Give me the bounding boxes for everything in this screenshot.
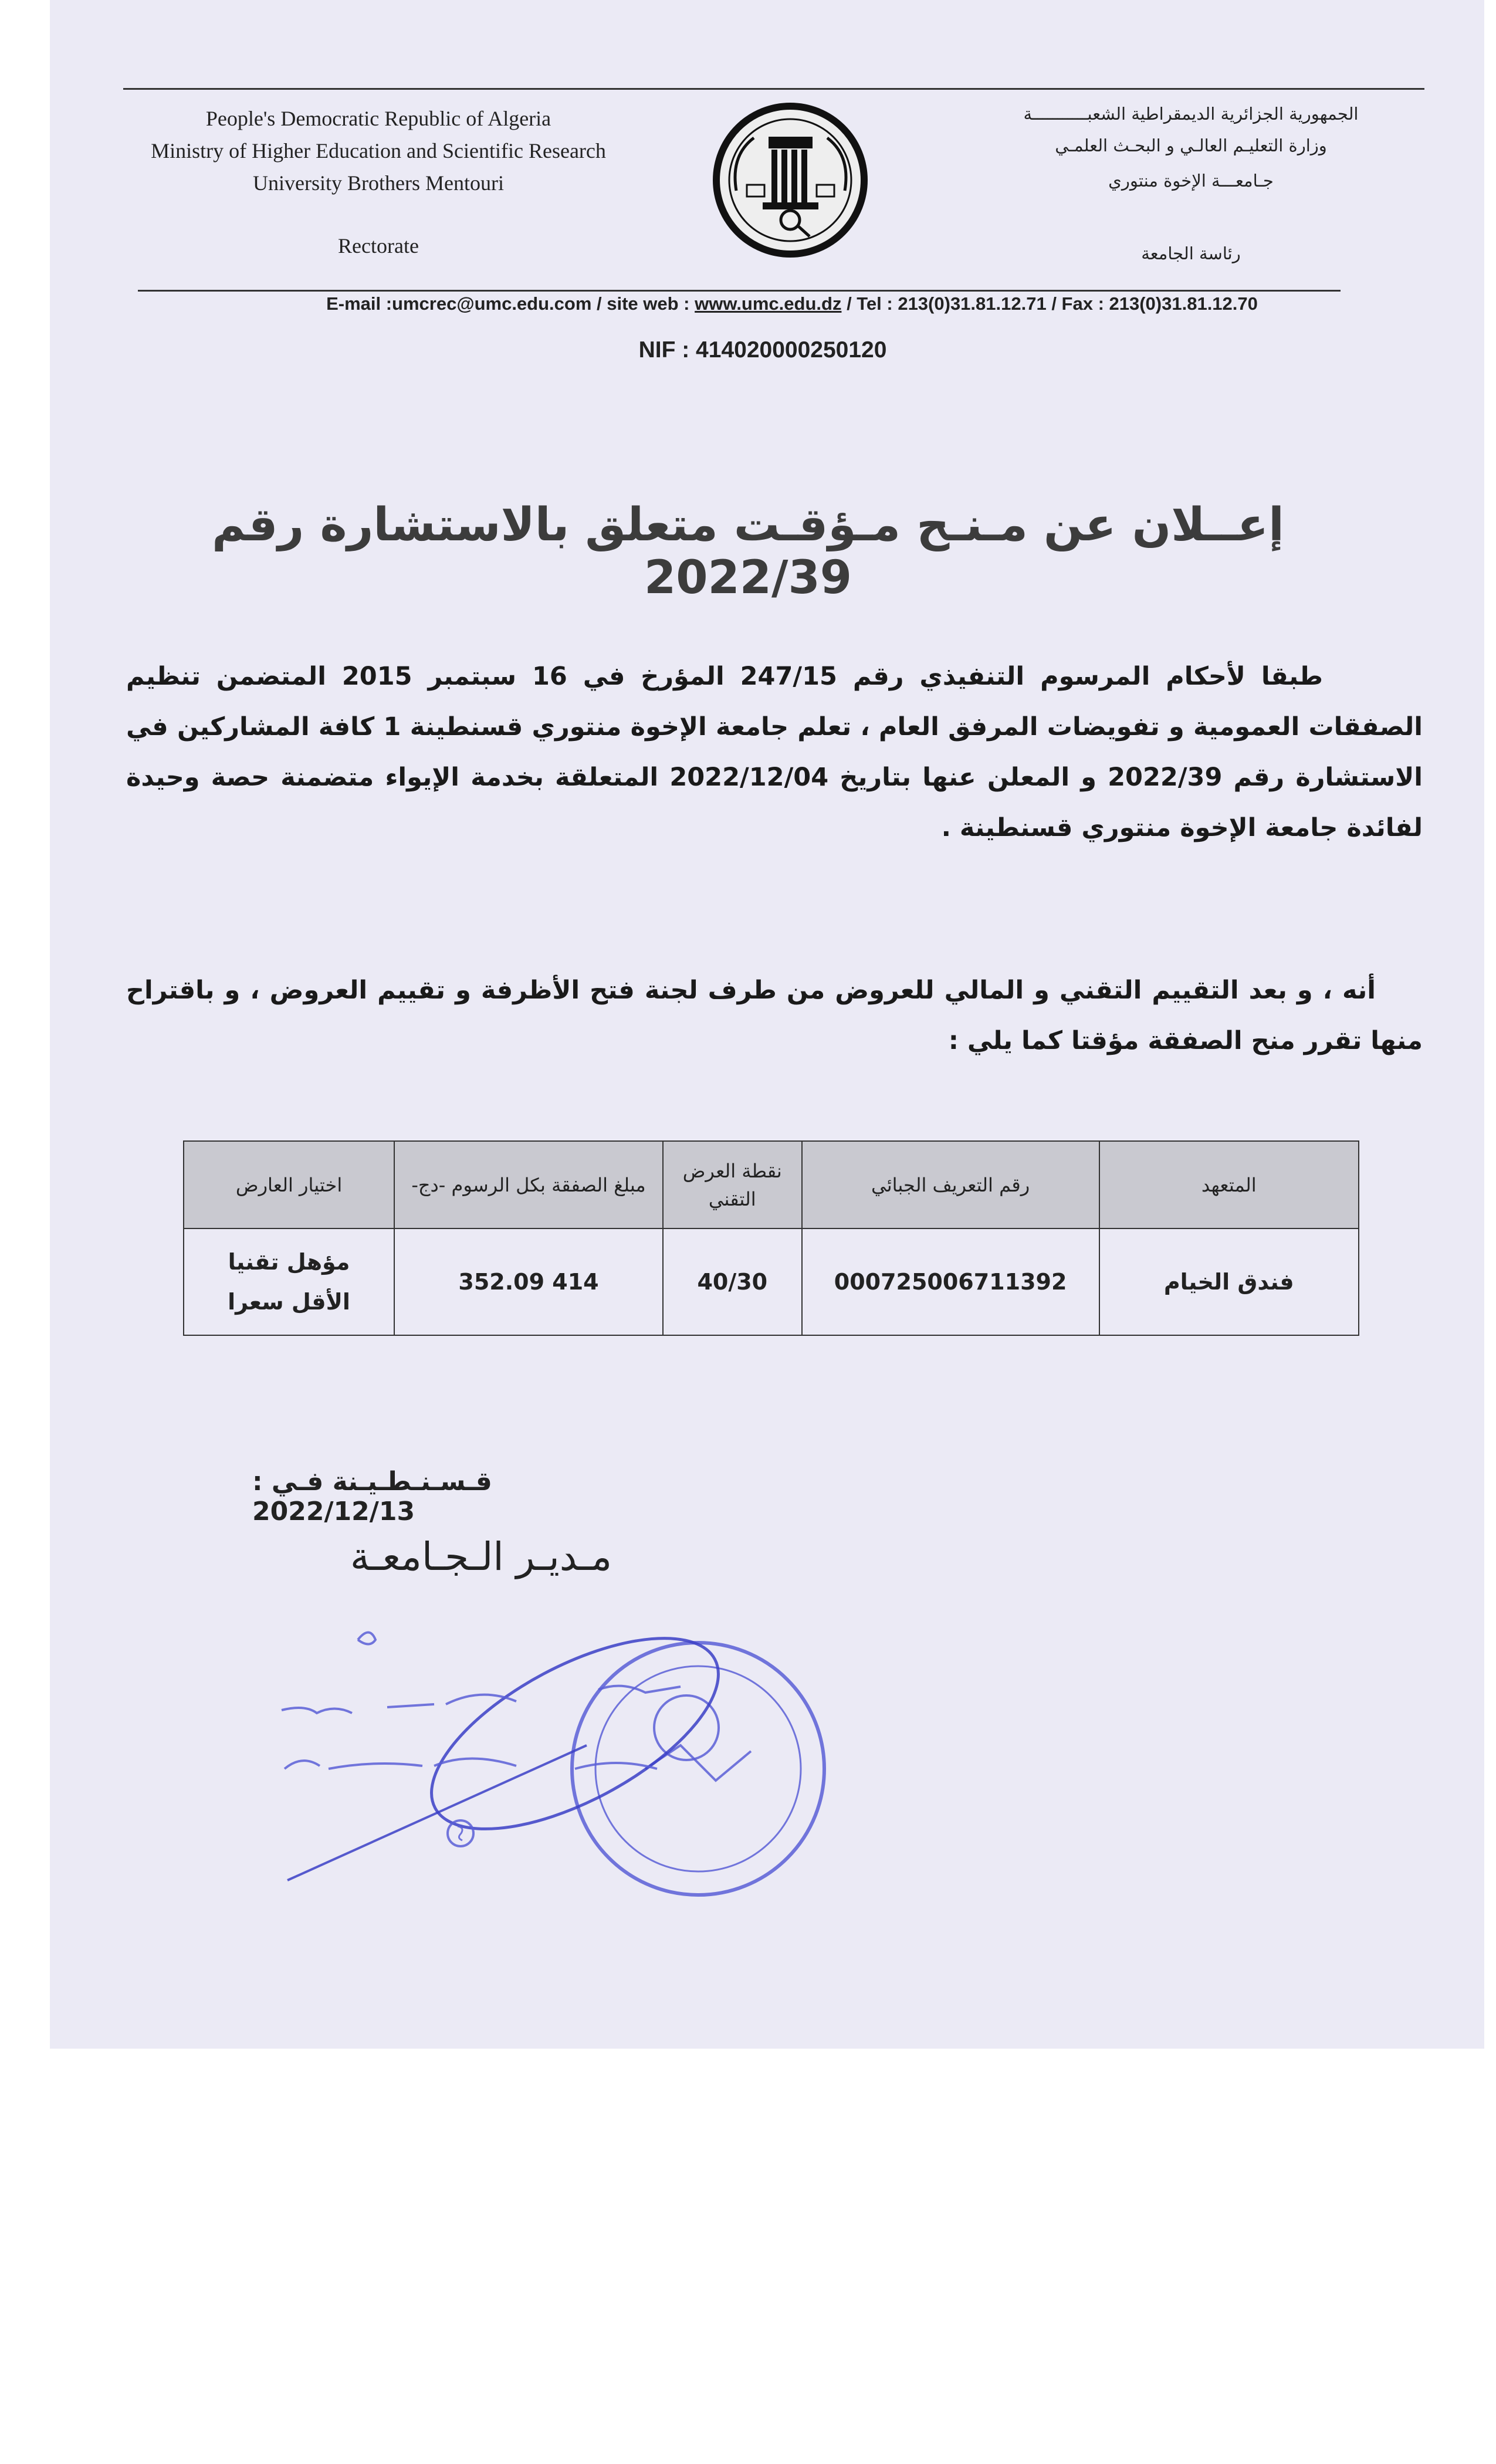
header-bottom-rule bbox=[138, 290, 1341, 292]
ministry-name-ar: وزارة التعليـم العالـي و البحـث العلمـي bbox=[1055, 136, 1327, 155]
date-label: قـسـنـطـيـنة فـي : bbox=[252, 1467, 492, 1497]
nif-number: NIF : 414020000250120 bbox=[638, 337, 887, 363]
header-tax-id: رقم التعريف الجبائي bbox=[802, 1141, 1099, 1228]
university-name-ar: جـامعـــة الإخوة منتوري bbox=[1108, 171, 1274, 191]
rectorate-ar: رئاسة الجامعة bbox=[1141, 243, 1241, 263]
cell-amount: 414 352.09 bbox=[394, 1228, 663, 1335]
header-arabic-block bbox=[1000, 100, 1382, 268]
stamp-signature-icon bbox=[270, 1593, 857, 1898]
body-paragraph-1: طبقا لأحكام المرسوم التنفيذي رقم 247/15 المؤرخ في 16 سبتمبر 2015 المتضمن تنظيم الصفقات العمومية و تفويضات المرفق العام ، تعلم جامعة الإخوة منتوري قسنطينة 1 كافة المشاركين في الاستشارة رقم 2022/39 و المعلن عنها بتاريخ 2022/12/04 المتعلقة بخدمة الإيواء متضمنة حصة وحيدة لفائدة جامعة الإخوة منتوري قسنطينة . bbox=[126, 662, 1423, 842]
cell-selection bbox=[184, 1228, 394, 1335]
university-emblem-icon bbox=[713, 103, 868, 258]
cell-bidder: فندق الخيام bbox=[1099, 1228, 1359, 1335]
header-english-block bbox=[144, 103, 613, 262]
country-name-ar: الجمهورية الجزائرية الديمقراطية الشعبـــــــــــة bbox=[1023, 104, 1359, 124]
table-header-row bbox=[184, 1141, 1359, 1228]
rectorate-en: Rectorate bbox=[338, 234, 419, 258]
header-amount: مبلغ الصفقة بكل الرسوم -دج- bbox=[394, 1141, 663, 1228]
country-name-en: People's Democratic Republic of Algeria bbox=[205, 107, 551, 130]
body-paragraph-2: أنه ، و بعد التقييم التقني و المالي للعروض من طرف لجنة فتح الأظرفة و تقييم العروض ، و باقتراح منها تقرر منح الصفقة مؤقتا كما يلي : bbox=[126, 976, 1423, 1055]
place-date bbox=[252, 1467, 639, 1527]
date-value: 2022/12/13 bbox=[252, 1497, 415, 1527]
header-tech-score: نقطة العرض التقني bbox=[663, 1141, 802, 1228]
website-link[interactable]: www.umc.edu.dz bbox=[695, 293, 842, 314]
header-bidder: المتعهد bbox=[1099, 1141, 1359, 1228]
header-selection: اختيار العارض bbox=[184, 1141, 394, 1228]
award-table bbox=[183, 1140, 1359, 1336]
ministry-name-en: Ministry of Higher Education and Scientific Research bbox=[151, 139, 606, 163]
document-title: إعــلان عن مـنـح مـؤقـت متعلق بالاستشارة رقم 2022/39 bbox=[212, 499, 1284, 604]
phone-fax-text: / Tel : 213(0)31.81.12.71 / Fax : 213(0)31.81.12.70 bbox=[841, 293, 1258, 314]
cell-tech-score: 40/30 bbox=[663, 1228, 802, 1335]
selection-line-2: الأقل سعرا bbox=[228, 1289, 350, 1315]
signatory-title: مـديـر الـجـامعـة bbox=[350, 1534, 612, 1579]
selection-line-1: مؤهل تقنيا bbox=[228, 1249, 350, 1275]
email-text: E-mail :umcrec@umc.edu.com bbox=[326, 293, 592, 314]
table-row bbox=[184, 1228, 1359, 1335]
cell-tax-id: 000725006711392 bbox=[802, 1228, 1099, 1335]
university-name-en: University Brothers Mentouri bbox=[253, 171, 504, 195]
contact-line bbox=[235, 293, 1349, 314]
header-top-rule bbox=[123, 88, 1424, 90]
site-label: / site web : bbox=[591, 293, 695, 314]
